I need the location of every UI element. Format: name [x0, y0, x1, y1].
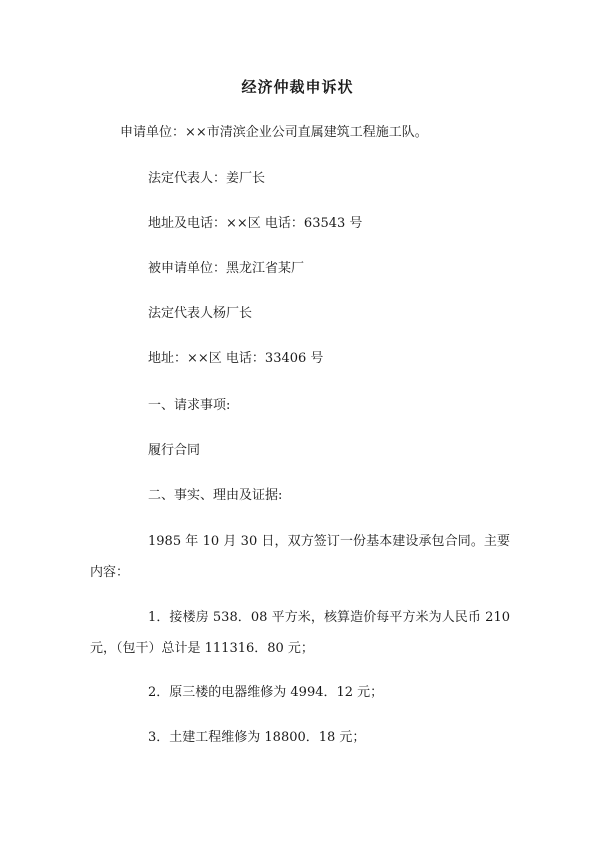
- section1-content: 履行合同: [148, 443, 201, 458]
- item-3: 3．土建工程维修为 18800．18 元；: [148, 730, 366, 745]
- item-1: 1．接楼房 538．08 平方米，核算造价每平方米为人民币 210 元，（包干）总计是 111316．80 元；: [90, 610, 510, 656]
- applicant-address: 地址及电话：××区 电话：63543 号: [148, 216, 363, 231]
- applicant-unit: 申请单位：××市清滨企业公司直属建筑工程施工队。: [120, 125, 428, 140]
- respondent-address: 地址：××区 电话：33406 号: [148, 351, 324, 366]
- item-2: 2．原三楼的电器维修为 4994．12 元；: [148, 685, 384, 700]
- applicant-representative: 法定代表人：姜厂长: [148, 171, 266, 186]
- document-title: 经济仲裁申诉状: [241, 78, 354, 96]
- section2-heading: 二、事实、理由及证据:: [148, 488, 283, 503]
- respondent-representative: 法定代表人杨厂长: [148, 306, 253, 321]
- respondent-unit: 被申请单位：黑龙江省某厂: [148, 261, 305, 276]
- fact-paragraph: 1985 年 10 月 30 日，双方签订一份基本建设承包合同。主要内容：: [90, 534, 510, 580]
- section1-heading: 一、请求事项:: [148, 398, 231, 413]
